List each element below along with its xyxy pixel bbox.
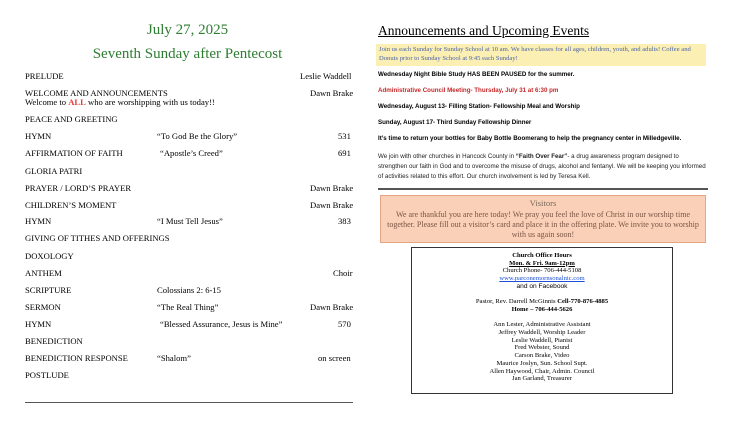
sunday-school-banner: Join us each Sunday for Sunday School at 10 am. We have classes for all ages, children, youth, and adults! Coffee and Donuts prior to Sunday School at 9:45 each Sunday! [376, 44, 706, 66]
welcome-note: Welcome to ALL who are worshipping with us today!! [25, 97, 215, 107]
church-office-box [411, 247, 673, 394]
staff-member: Jan Garland, Treasurer [512, 375, 572, 383]
order-item-postlude: POSTLUDE [25, 370, 69, 380]
order-item-doxology: DOXOLOGY [25, 251, 74, 261]
office-hours-heading: Church Office Hours [512, 252, 572, 259]
order-item-welcome-leader: Dawn Brake [310, 88, 354, 98]
order-item-benediction: BENEDICTION [25, 336, 83, 346]
order-item-childrens-moment: CHILDREN’S MOMENT [25, 200, 117, 210]
staff-member: Ann Lester, Administrative Assistant [493, 321, 591, 329]
visitors-title: Visitors [529, 198, 557, 208]
order-item-hymn-3-number: 570 [338, 319, 351, 329]
church-website-link[interactable]: www.parconemornsonalnic.com [499, 275, 585, 283]
order-item-hymn-1-title: “To God Be the Glory” [157, 131, 238, 141]
left-divider [25, 402, 353, 403]
staff-member: Leslie Waddell, Pianist [511, 336, 573, 344]
order-item-sermon: SERMON [25, 302, 61, 312]
announcement-baby-bottle: It’s time to return your bottles for Baby Bottle Boomerang to help the pregnancy center in Milledgeville. [378, 135, 682, 142]
order-item-benediction-response-title: “Shalom” [157, 353, 191, 363]
facebook-note: and on Facebook [516, 282, 568, 290]
order-item-welcome: WELCOME AND ANNOUNCEMENTS [25, 88, 168, 98]
visitors-message: We are thankful you are here today! We pray you feel the love of Christ in our worship time together. Please fill out a visitor’s card and place it in the offering plate. We invite you to worship with us again soon! [387, 210, 699, 239]
right-divider [378, 188, 708, 190]
order-item-hymn-2-title: “I Must Tell Jesus” [157, 216, 223, 226]
staff-member: Jeffrey Waddell, Worship Leader [498, 329, 586, 336]
service-date: July 27, 2025 [146, 22, 229, 38]
order-item-benediction-response-note: on screen [318, 353, 351, 363]
pastor-line: Pastor, Rev. Darrell McGinnis Cell-770-876-4885 [475, 298, 609, 306]
order-item-hymn-1-number: 531 [338, 131, 351, 141]
liturgical-day: Seventh Sunday after Pentecost [92, 46, 283, 62]
announcement-filling-station: Wednesday, August 13- Filling Station- Fellowship Meal and Worship [378, 103, 580, 110]
announcements-title: Announcements and Upcoming Events [378, 23, 590, 38]
order-item-prelude: PRELUDE [25, 71, 64, 81]
order-item-anthem: ANTHEM [25, 268, 62, 278]
order-item-hymn-1: HYMN [25, 131, 52, 141]
order-item-hymn-2-number: 383 [338, 216, 351, 226]
church-phone: Church Phone- 706-444-5108 [502, 267, 582, 275]
order-item-sermon-leader: Dawn Brake [310, 302, 354, 312]
staff-member: Carson Brake, Video [514, 352, 570, 360]
announcement-fellowship-dinner: Sunday, August 17- Third Sunday Fellowship Dinner [378, 119, 532, 126]
order-item-hymn-2: HYMN [25, 216, 52, 226]
order-item-hymn-3-title: “Blessed Assurance, Jesus is Mine” [160, 319, 283, 329]
order-item-affirmation-title: “Apostle’s Creed” [160, 148, 223, 158]
order-item-affirmation: AFFIRMATION OF FAITH [25, 148, 123, 158]
order-item-scripture: SCRIPTURE [25, 285, 72, 295]
order-item-prayer: PRAYER / LORD’S PRAYER [25, 183, 132, 193]
pastor-home-phone: Home – 706-444-5626 [511, 305, 573, 313]
order-item-gloria: GLORIA PATRI [25, 166, 83, 176]
order-item-anthem-leader: Choir [333, 268, 353, 278]
order-item-childrens-moment-leader: Dawn Brake [310, 200, 354, 210]
order-item-sermon-title: “The Real Thing” [157, 302, 219, 312]
staff-member: Maurice Joslyn, Sun. School Supt. [496, 359, 588, 367]
order-item-prelude-leader: Leslie Waddell [300, 71, 352, 81]
staff-member: Allen Haywood, Chair, Admin. Council [489, 367, 595, 375]
visitors-box [380, 195, 706, 243]
order-item-hymn-3: HYMN [25, 319, 52, 329]
office-hours: Mon. & Fri. 9am-12pm [509, 259, 575, 267]
order-item-peace: PEACE AND GREETING [25, 114, 118, 124]
order-item-scripture-reference: Colossians 2: 6-15 [157, 285, 221, 295]
staff-member: Fred Webster, Sound [514, 344, 570, 352]
announcement-faith-over-fear: We join with other churches in Hancock County in “Faith Over Fear”- a drug awareness program designed to strengthen our faith in God and to overcome the misuse of drugs, alcohol and fentanyl. We will be keeping you informed of activities related to this effort. Our church involvement is led by Teresa Kell. [378, 153, 706, 180]
order-item-prayer-leader: Dawn Brake [310, 183, 354, 193]
announcement-bible-study: Wednesday Night Bible Study HAS BEEN PAUSED for the summer. [378, 71, 575, 78]
order-item-giving: GIVING OF TITHES AND OFFERINGS [25, 233, 170, 243]
order-item-affirmation-number: 691 [338, 148, 351, 158]
order-item-benediction-response: BENEDICTION RESPONSE [25, 353, 128, 363]
announcement-admin-council: Administrative Council Meeting- Thursday, July 31 at 6:30 pm [378, 87, 559, 94]
